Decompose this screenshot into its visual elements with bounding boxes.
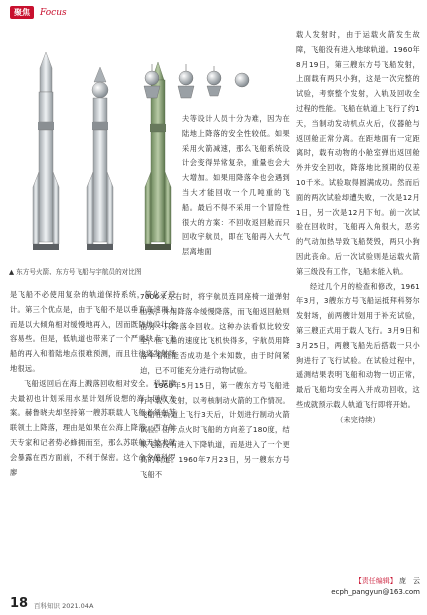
descent-capsule [235,73,249,87]
rocket-with-exposed-spacecraft [87,67,113,250]
figure-caption: ▲ 东方号火箭、东方号飞船与宇航员的对比图 [9,268,142,276]
paragraph: 1960年5月15日，第一艘东方号飞船进行不载人发射，以考核制动火箭的工作情况。飞船在轨道上飞行3天后，计划进行制动火箭试验。由于点火时飞船的方向差了180度，结果飞船没有进入下降轨道，而是进入了一个更高的轨道。1960年7月23日，另一艘东方号飞船不 [140,380,290,479]
paragraph: 载人发射时，由于运载火箭发生故障，飞船没有进入地球轨道。1960年8月19日，第三艘东方号飞船发射，上面载有两只小狗，这是一次完整的试验，考察整个发射，入轨及回收全过程的性能。飞船在轨道上飞行了约1天，当制动发动机点火后，仪器舱与返回舱正常分离。在距地面有一定距离时，载有动物的小舱室弹出返回舱外并安全回收，降落地比预期的仅差10千米。试验取得圆满成功。然而后面的两次试验却遭失败，一次是12月1日，另一次是12月下旬。前一次试验在回收时，飞船再入角很大，恶劣的气动加热导致飞船焚毁，两只小狗因此丧命。后一次试验则是运载火箭第三级没有工作，飞船未能入轨。 [296,30,420,276]
section-header [10,6,67,19]
spacecraft-illustrations [132,60,252,108]
paragraph: 飞船返回后在海上溅落回收相对安全。科罗廖夫最初也计划采用水星计划所设想的海上回收方案。赫鲁晓夫却坚持第一艘苏联载人飞船必须在苏联领土上降落，理由是如果在公海上降落，西方航天专家和记者势必蜂拥而至，那么苏联航天技术就会暴露在西方面前，不利于保密。这个命令使科罗廖 [10,378,176,477]
editor-email: ecph_pangyun@163.com [331,588,420,596]
section-badge: 聚焦 [10,6,34,19]
journal-name: 百科知识 2021.04A [34,602,94,610]
spacecraft-vostok-2 [178,64,194,98]
spacecraft-vostok-1 [144,64,160,98]
article-column-right [296,28,420,428]
paragraph: 7000米左右时，将宇航员连同座椅一道弹射出去，并用降落伞缓慢降落，而飞船返回舱则由另一只降落伞回收。这种办法看似比较安全，但飞船的速度比飞机快得多，宇航员用降落伞着陆能否成功是个未知数，由于时间紧迫，已不可能充分进行动物试验。 [140,292,290,375]
article-column-middle-upper [182,112,290,260]
rocket-comparison-figure [8,22,176,262]
page-number: 18 [10,596,29,611]
editor-name: 庞 云 [399,577,420,585]
to-be-continued: （未完待续） [336,415,380,424]
article-column-middle-lower [140,290,290,482]
paragraph: 经过几个月的检查和修改，1961年3月，3艘东方号飞船运抵拜科努尔发射场，前两艘计划用于补充试验，第三艘正式用于载人飞行。3月9日和3月25日，两艘飞船先后搭载一只小狗进行了飞行试验。在试验过程中，遥测结果表明飞船和动物一切正常，最后飞船均安全再入并成功回收，这些成就预示载人轨道飞行即将开始。 [296,281,420,409]
rocket-full-launch-vehicle [33,52,59,250]
paragraph: 夫等设计人员十分为难，因为在陆地上降落的安全性较低。如果采用火箭减速，那么飞船系统设计会变得异常复杂，重量也会大大增加。如果用降落伞也会遇到当大才能回收一个几吨重的飞船。最后不得不采用一个冒险性很大的方案：不回收返回舱而只回收宇航员，即在飞船再入大气层离地面 [182,114,290,257]
section-english-title: Focus [40,7,67,18]
spacecraft-vostok-3 [207,66,221,96]
paragraph: 是飞船不必使用复杂的轨道保持系统，简化了设计。第三个优点是，由于飞船不是以垂直高速再入而是以大倾角相对缓慢地再入，因而既防热设计会容易些。但是，低轨道也带来了一个严重缺点：飞船的再入和着陆地点很难预测，而且往往离发射场地很远。 [10,290,176,373]
editor-credit [296,576,420,598]
editor-label: 【责任编辑】 [354,577,397,585]
